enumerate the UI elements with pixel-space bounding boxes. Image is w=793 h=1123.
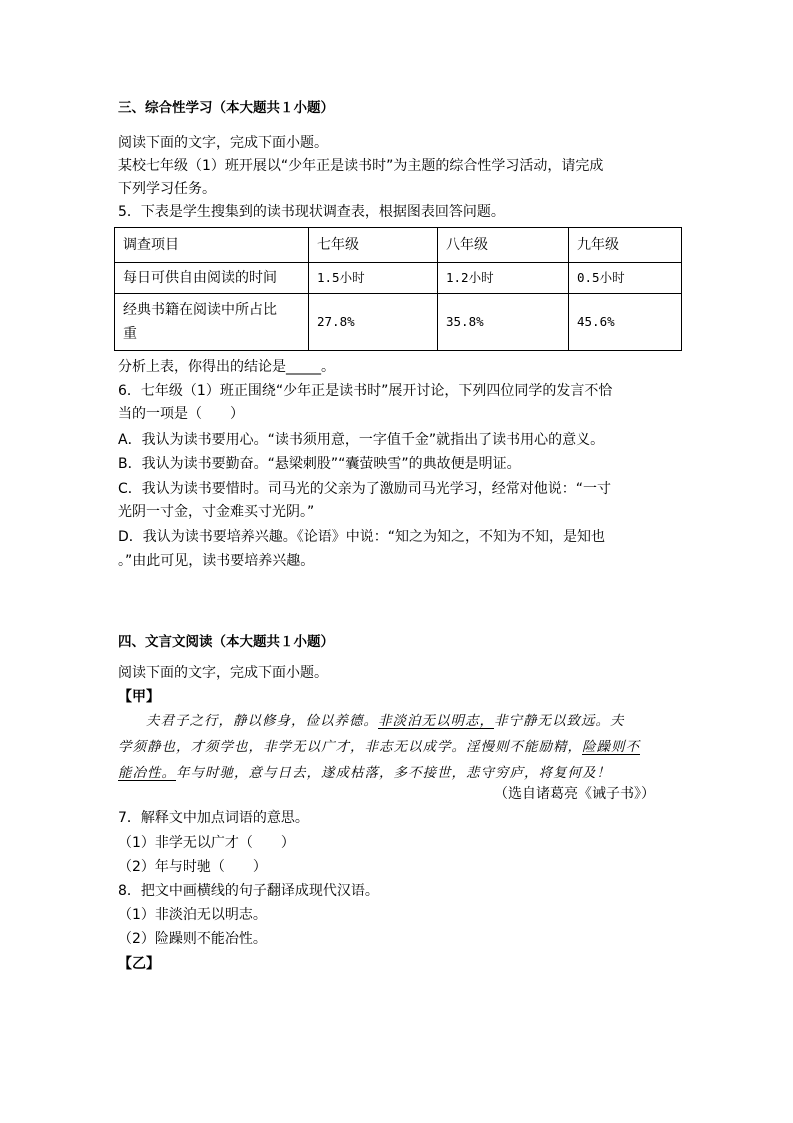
- question-8-item-1: （1）非淡泊无以明志。: [118, 907, 267, 923]
- section-3-heading: 三、综合性学习（本大题共１小题）: [118, 100, 334, 116]
- option-b: B．我认为读书要勤奋。“悬梁刺股”“囊萤映雪”的典故便是明证。: [118, 456, 521, 472]
- classical-text-segment: 夫君子之行，静以修身，俭以养德。: [146, 713, 378, 729]
- underlined-sentence-2: 险躁则不: [582, 739, 640, 755]
- table-cell: 27.8%: [309, 294, 438, 351]
- question-6-line-1: 6．七年级（1）班正围绕“少年正是读书时”展开讨论，下列四位同学的发言不恰: [118, 383, 613, 399]
- option-d-line-1: D．我认为读书要培养兴趣。《论语》中说：“知之为知之，不知为不知，是知也: [118, 529, 606, 545]
- table-row-label: 每日可供自由阅读的时间: [115, 263, 309, 294]
- table-header-row: [115, 228, 682, 263]
- table-header-cell: 七年级: [309, 228, 438, 263]
- classical-text-line-3: [118, 764, 611, 782]
- table-row-label-line-1: 经典书籍在阅读中所占比: [123, 302, 277, 318]
- section-4-heading: 四、文言文阅读（本大题共１小题）: [118, 634, 334, 650]
- table-header-cell: 九年级: [569, 228, 682, 263]
- table-cell: 0.5小时: [569, 263, 682, 294]
- option-d-line-2: 。”由此可见，读书要培养兴趣。: [118, 553, 315, 569]
- question-8: 8．把文中画横线的句子翻译成现代汉语。: [118, 883, 379, 899]
- table-header-cell: 调查项目: [115, 228, 309, 263]
- question-5: 5．下表是学生搜集到的读书现状调查表，根据图表回答问题。: [118, 204, 505, 220]
- underlined-sentence-1: 非淡泊无以明志，: [378, 713, 494, 729]
- table-row-label: [115, 294, 309, 351]
- table-row: [115, 263, 682, 294]
- classical-text-segment: 非宁静无以致远。夫: [494, 713, 625, 729]
- passage-yi-label: 【乙】: [118, 956, 160, 972]
- question-7: 7．解释文中加点词语的意思。: [118, 810, 309, 826]
- reading-survey-table: [114, 227, 682, 351]
- section-4-intro: 阅读下面的文字，完成下面小题。: [118, 665, 328, 681]
- underlined-sentence-2-cont: 能冶性。: [118, 765, 176, 781]
- option-a: A．我认为读书要用心。“读书须用意，一字值千金”就指出了读书用心的意义。: [118, 432, 605, 448]
- classical-text-line-2: [118, 738, 640, 756]
- context-line-2: 下列学习任务。: [118, 181, 216, 197]
- table-cell: 1.5小时: [309, 263, 438, 294]
- table-cell: 1.2小时: [438, 263, 569, 294]
- table-cell: 45.6%: [569, 294, 682, 351]
- context-line-1: 某校七年级（1）班开展以“少年正是读书时”为主题的综合性学习活动，请完成: [118, 158, 604, 174]
- option-c-line-1: C．我认为读书要惜时。司马光的父亲为了激励司马光学习，经常对他说：“一寸: [118, 481, 612, 497]
- passage-source: （选自诸葛亮《诫子书》）: [494, 786, 655, 802]
- table-cell: 35.8%: [438, 294, 569, 351]
- question-5-answer-prompt: 分析上表，你得出的结论是_____。: [118, 359, 335, 375]
- question-6-line-2: 当的一项是（ ）: [118, 406, 244, 422]
- question-8-item-2: （2）险躁则不能冶性。: [118, 931, 267, 947]
- classical-text-segment: 学须静也，才须学也，非学无以广才，非志无以成学。淫慢则不能励精，: [118, 739, 582, 755]
- passage-jia-label: 【甲】: [118, 689, 160, 705]
- question-7-item-1: （1）非学无以广才（ ）: [118, 835, 295, 851]
- classical-text-line-1: [146, 712, 625, 730]
- question-7-item-2: （2）年与时驰（ ）: [118, 859, 267, 875]
- table-header-cell: 八年级: [438, 228, 569, 263]
- table-row-label-line-2: 重: [123, 326, 137, 342]
- classical-text-segment: 年与时驰，意与日去，遂成枯落，多不接世，悲守穷庐，将复何及！: [176, 765, 611, 781]
- table-row: [115, 294, 682, 351]
- option-c-line-2: 光阴一寸金，寸金难买寸光阴。”: [118, 504, 315, 520]
- section-3-intro: 阅读下面的文字，完成下面小题。: [118, 135, 328, 151]
